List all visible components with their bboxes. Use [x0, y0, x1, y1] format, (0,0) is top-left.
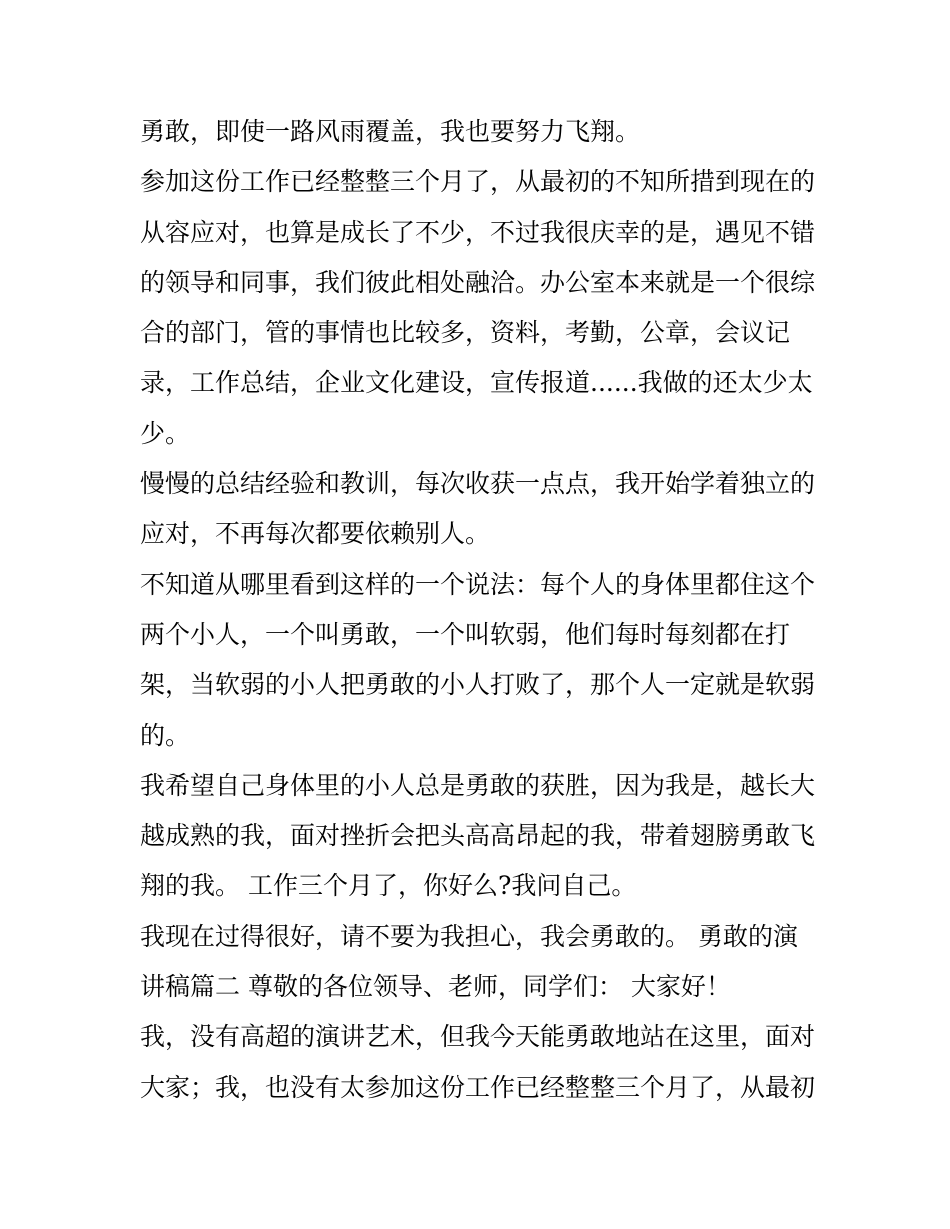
- text-line: 的领导和同事，我们彼此相处融洽。办公室本来就是一个很综: [140, 267, 816, 297]
- text-line: 两个小人，一个叫勇敢，一个叫软弱，他们每时每刻都在打: [140, 619, 791, 649]
- text-line: 不知道从哪里看到这样的一个说法：每个人的身体里都住这个: [140, 569, 816, 599]
- text-line: 越成熟的我，面对挫折会把头高高昂起的我，带着翅膀勇敢飞: [140, 821, 816, 851]
- body-text: [140, 107, 820, 1113]
- text-line: 少。: [140, 418, 191, 448]
- text-line: 我，没有高超的演讲艺术，但我今天能勇敢地站在这里，面对: [140, 1022, 816, 1052]
- text-line: 勇敢，即使一路风雨覆盖，我也要努力飞翔。: [140, 117, 641, 146]
- text-line: 讲稿篇二 尊敬的各位领导、老师，同学们： 大家好！: [140, 972, 731, 1002]
- text-line: 慢慢的总结经验和教训，每次收获一点点，我开始学着独立的: [140, 469, 816, 499]
- text-line: 的。: [140, 720, 191, 750]
- text-line: 我希望自己身体里的小人总是勇敢的获胜，因为我是，越长大: [140, 770, 816, 800]
- text-line: 大家；我，也没有太参加这份工作已经整整三个月了，从最初: [140, 1072, 816, 1102]
- text-line: 架，当软弱的小人把勇敢的小人打败了，那个人一定就是软弱: [140, 670, 816, 700]
- text-line: 合的部门，管的事情也比较多，资料，考勤，公章，会议记: [140, 318, 791, 348]
- text-line: 翔的我。 工作三个月了，你好么?我问自己。: [140, 871, 637, 901]
- text-line: 从容应对，也算是成长了不少，不过我很庆幸的是，遇见不错: [140, 217, 816, 247]
- text-line: 录，工作总结，企业文化建设，宣传报道......我做的还太少太: [140, 368, 813, 398]
- text-line: 应对，不再每次都要依赖别人。: [140, 519, 491, 549]
- text-line: 我现在过得很好，请不要为我担心，我会勇敢的。 勇敢的演: [140, 921, 798, 951]
- text-line: 参加这份工作已经整整三个月了，从最初的不知所措到现在的: [140, 167, 816, 197]
